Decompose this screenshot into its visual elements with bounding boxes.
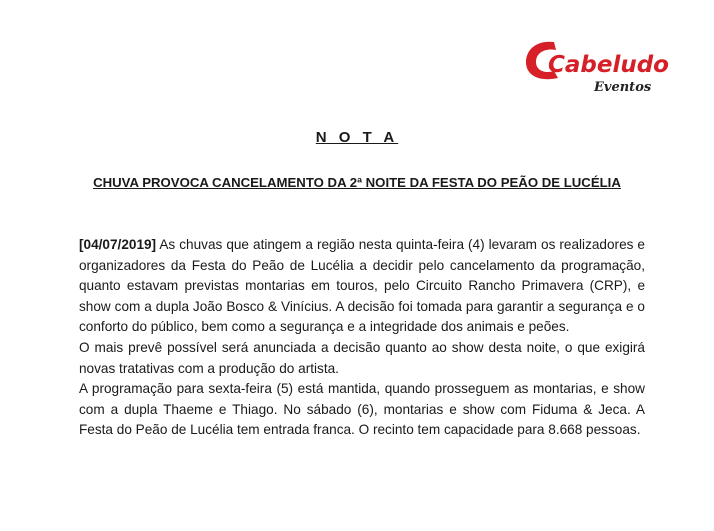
date-tag: [04/07/2019] [79, 237, 157, 252]
paragraph-2: O mais prevê possível será anunciada a decisão quanto ao show desta noite, o que exigirá novas tratativas com a produção do artista. [79, 339, 645, 376]
cabeludo-logo [524, 34, 669, 100]
logo-brand-text: Cabeludo [548, 52, 669, 78]
paragraph-3: A programação para sexta-feira (5) está mantida, quando prosseguem as montarias, e show com a dupla Thaeme e Thiago. No sábado (6), montarias e show com Fiduma & Jeca. A Festa do Peão de Lucélia tem entrada franca. O recinto tem capacidade para 8.668 pessoas. [79, 381, 645, 438]
document-body [79, 235, 645, 441]
document-title: N O T A [315, 129, 399, 146]
paragraph-1-text: As chuvas que atingem a região nesta quinta-feira (4) levaram os realizadores e organizadores da Festa do Peão de Lucélia a decidir pelo cancelamento da programação, quanto estavam previstas montarias em touros, pelo Circuito Rancho Primavera (CRP), e show com a dupla João Bosco & Vinícius. A decisão foi tomada para garantir a segurança e o conforto do público, bem como a segurança e a integridade dos animais e peões. [79, 237, 645, 335]
document-headline: CHUVA PROVOCA CANCELAMENTO DA 2ª NOITE DA FESTA DO PEÃO DE LUCÉLIA [93, 175, 621, 190]
logo-tagline-text: Eventos [594, 80, 652, 95]
paragraph-1 [79, 235, 645, 338]
cabeludo-logo-graphic [524, 34, 669, 100]
